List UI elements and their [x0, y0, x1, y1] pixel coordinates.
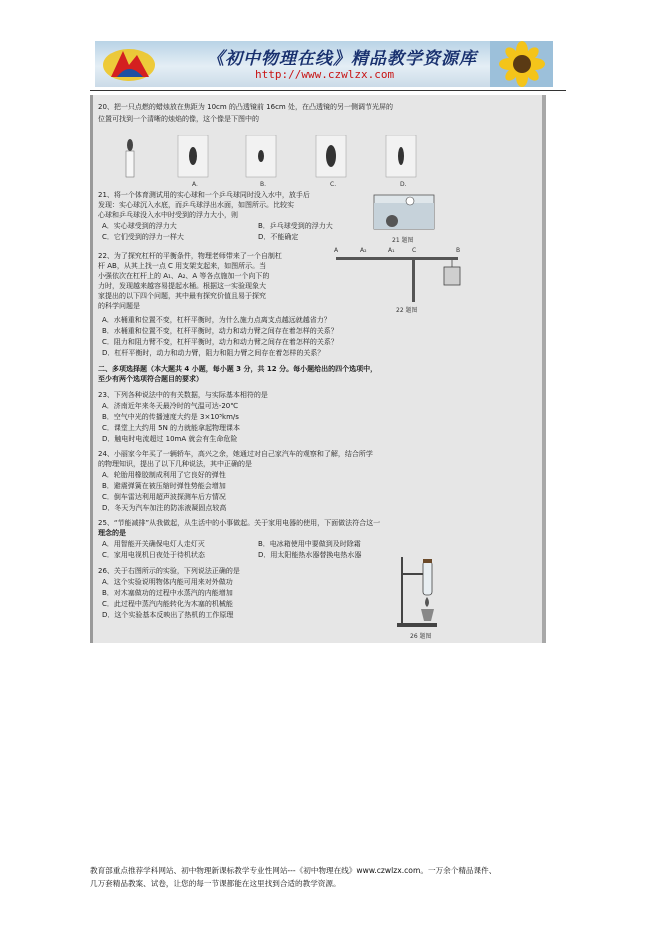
q24-option-b: B．避震弹簧在被压缩时弹性势能会增加	[102, 482, 226, 490]
scanned-exam-page	[90, 95, 546, 643]
q20-stem-line-1: 20、把一只点燃的蜡烛放在焦距为 10cm 的凸透镜前 16cm 处，在凸透镜的另一侧调节光屏的	[98, 103, 393, 111]
q26-option-d: D．这个实验基本反映出了热机的工作原理	[102, 611, 234, 619]
q25-option-b: B．电冰箱使用中要做到及时除霜	[258, 540, 361, 548]
sunflower-image	[490, 41, 553, 87]
header-divider	[90, 90, 566, 91]
q20-figures	[118, 135, 448, 180]
q22-stem-line-4: 力时，发现越来越容易提起水桶。根据这一实验现象大	[98, 282, 266, 290]
q26-figure-caption: 26 题图	[410, 633, 432, 640]
q22-stem-line-6: 的科学问题是	[98, 302, 140, 310]
q20-option-d-label: D.	[400, 181, 407, 188]
footer-line-1: 教育部重点推荐学科网站、初中物理新课标教学专业性网站---《初中物理在线》www.czwlzx.com。一万余个精品课件、	[90, 866, 497, 875]
banner-title: 《初中物理在线》精品教学资源库	[207, 49, 477, 69]
q21-beaker-figure	[370, 191, 440, 233]
q26-option-c: C．此过程中蒸汽内能转化为木塞的机械能	[102, 600, 233, 608]
q21-stem-line-2: 发现：实心球沉入水底，而乒乓球浮出水面，如图所示。比较实	[98, 201, 294, 209]
q23-option-c: C．课堂上大约用 5N 的力就能拿起物理课本	[102, 424, 241, 432]
q25-option-d: D．用太阳能热水器替换电热水器	[258, 551, 362, 559]
q20-stem-line-2: 位置可找到一个清晰的烛焰的像，这个像是下图中的	[98, 115, 259, 123]
q22-label-b: B	[456, 247, 461, 254]
q22-option-b: B．水桶重和位置不变，杠杆平衡时，动力和动力臂之间存在着怎样的关系？	[102, 327, 338, 335]
footer-note	[90, 864, 570, 890]
option-a-image	[178, 135, 208, 177]
q22-stem-line-1: 22、为了探究杠杆的平衡条件，物理老师带来了一个自制杠	[98, 252, 282, 260]
q21-stem-line-1: 21、将一个体育测试用的实心球和一个乒乓球同时没入水中，放手后	[98, 191, 310, 199]
footer-line-2: 几万套精品教案、试卷，让您的每一节课都能在这里找到合适的教学资源。	[90, 879, 341, 888]
q21-option-b: B．乒乓球受到的浮力大	[258, 222, 333, 230]
q25-option-c: C．家用电视机日夜处于待机状态	[102, 551, 205, 559]
q26-option-b: B．对木塞做功的过程中水蒸汽的内能增加	[102, 589, 233, 597]
q25-option-a: A．用智能开关确保电灯人走灯灭	[102, 540, 205, 548]
q26-test-tube-figure	[395, 553, 455, 631]
q20-option-b-label: B.	[260, 181, 267, 188]
q22-figure-caption: 22 题图	[396, 307, 418, 314]
q20-option-a-label: A.	[192, 181, 198, 188]
q22-option-c: C．阻力和阻力臂不变，杠杆平衡时，动力和动力臂之间存在着怎样的关系？	[102, 338, 338, 346]
q22-label-a1: A₁	[388, 247, 395, 254]
q22-stem-line-5: 家提出的以下四个问题，其中最有探究价值且易于探究	[98, 292, 266, 300]
q22-label-a2: A₂	[360, 247, 367, 254]
q23-option-b: B．空气中光的传播速度大约是 3×10⁵km/s	[102, 413, 239, 421]
q24-stem-line-2: 的物理知识，提出了以下几种说法，其中正确的是	[98, 460, 252, 468]
q26-stem: 26、关于右图所示的实验，下列说法正确的是	[98, 567, 240, 575]
q24-stem-line-1: 24、小丽家今年买了一辆轿车，高兴之余，她通过对自己家汽车的观察和了解，结合所学	[98, 450, 373, 458]
q21-option-a: A．实心球受到的浮力大	[102, 222, 177, 230]
q22-label-c: C	[412, 247, 417, 254]
q23-stem: 23、下列各种说法中的有关数据，与实际基本相符的是	[98, 391, 268, 399]
scan-edge-right	[542, 95, 546, 643]
q23-option-a: A．济南近年来冬天最冷时的气温可达-20℃	[102, 402, 239, 410]
q22-stem-line-3: 小强依次在杠杆上的 A₁、A₂、A 等各点施加一个向下的	[98, 272, 270, 280]
q22-stem-line-2: 杆 AB，从其上找一点 C 用支架支起来，如图所示。当	[98, 262, 267, 270]
q24-option-c: C．倒车雷达利用超声波探测车后方情况	[102, 493, 226, 501]
q21-figure-caption: 21 题图	[392, 237, 414, 244]
q22-option-a: A．水桶重和位置不变，杠杆平衡时，为什么施力点离支点越远就越省力？	[102, 316, 331, 324]
option-c-image	[316, 135, 346, 177]
q25-stem-line-2: 理念的是	[98, 529, 126, 537]
q23-option-d: D．触电时电流超过 10mA 就会有生命危险	[102, 435, 238, 443]
q24-option-a: A．轮胎用橡胶制成利用了它良好的弹性	[102, 471, 226, 479]
q24-option-d: D．冬天为汽车加注的防冻液凝固点较高	[102, 504, 227, 512]
section2-heading-line-1: 二、多项选择题（本大题共 4 小题，每小题 3 分，共 12 分。每小题给出的四个选项中，	[98, 365, 378, 373]
q21-option-d: D．不能确定	[258, 233, 299, 241]
section2-heading-line-2: 至少有两个选项符合题目的要求）	[98, 375, 203, 383]
q21-option-c: C．它们受到的浮力一样大	[102, 233, 184, 241]
q25-stem-line-1: 25、“节能减排”从我做起，从生活中的小事做起。关于家用电器的使用，下面做法符合这一	[98, 519, 381, 527]
site-logo	[99, 43, 159, 85]
scan-edge-left	[90, 95, 93, 643]
q22-label-a: A	[334, 247, 339, 254]
banner-url[interactable]: http://www.czwlzx.com	[255, 68, 395, 81]
option-d-image	[386, 135, 416, 177]
q22-lever-figure	[330, 245, 470, 305]
header-banner	[95, 41, 553, 87]
q21-stem-line-3: 心球和乒乓球没入水中时受到的浮力大小，则	[98, 211, 238, 219]
q20-option-c-label: C.	[330, 181, 337, 188]
candle-figure	[126, 139, 134, 177]
q26-option-a: A．这个实验说明物体内能可用来对外做功	[102, 578, 233, 586]
option-b-image	[246, 135, 276, 177]
q22-option-d: D．杠杆平衡时，动力和动力臂，阻力和阻力臂之间存在着怎样的关系？	[102, 349, 325, 357]
